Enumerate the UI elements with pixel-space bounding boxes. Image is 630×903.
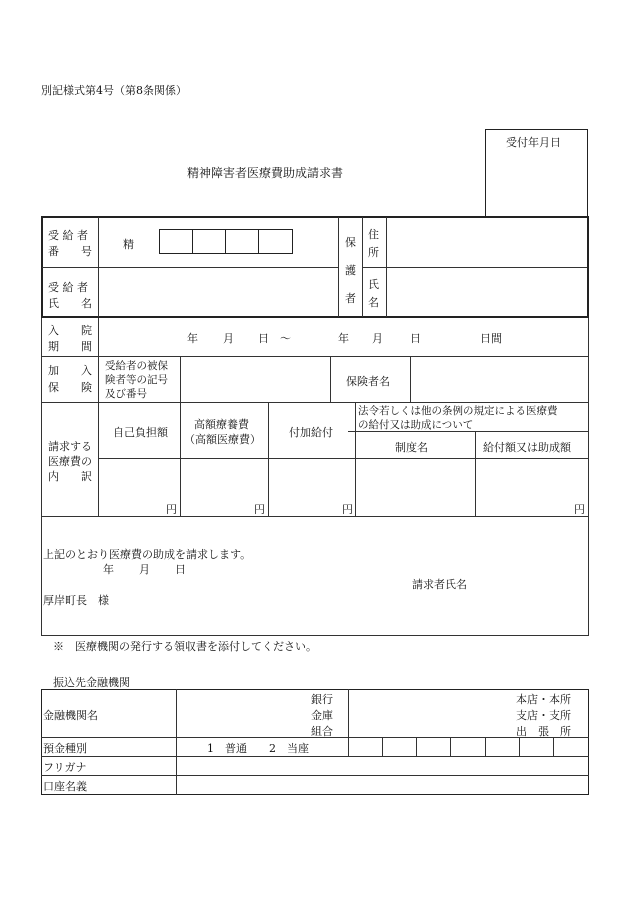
other-law-header-2: の給付又は助成について — [358, 419, 474, 431]
branch-option-branch: 支店・支所 — [516, 709, 571, 722]
self-pay-yen: 円 — [166, 503, 177, 516]
request-year: 年 — [103, 563, 114, 576]
hospitalization-end-day: 日 — [410, 332, 421, 345]
furigana-label: フリガナ — [43, 761, 87, 774]
guardian-address-field[interactable] — [388, 219, 586, 265]
self-pay-field[interactable] — [100, 460, 178, 500]
receipt-note: ※ 医療機関の発行する領収書を添付してください。 — [53, 640, 317, 653]
additional-field[interactable] — [270, 460, 353, 500]
high-cost-header-2: （高額医療費） — [184, 433, 261, 446]
applicant-name-label: 請求者氏名 — [412, 578, 467, 591]
additional-benefit-header: 付加給付 — [289, 426, 333, 439]
bank-section-title: 振込先金融機関 — [53, 676, 130, 689]
bank-type-option-union: 組合 — [311, 725, 333, 738]
insured-number-label-3: 及び番号 — [105, 388, 147, 400]
insurer-name-field[interactable] — [412, 358, 586, 400]
high-cost-field[interactable] — [182, 460, 266, 500]
form-reference: 別記様式第4号（第8条関係） — [41, 84, 187, 97]
account-number-digit-3[interactable] — [418, 739, 448, 754]
bank-type-option-shinkin: 金庫 — [311, 709, 333, 722]
insurer-name-label: 保険者名 — [346, 375, 390, 388]
benefit-amount-yen: 円 — [574, 503, 585, 516]
recipient-number-digit-2[interactable] — [192, 229, 226, 254]
received-date-label: 受付年月日 — [506, 136, 561, 149]
branch-option-office: 出 張 所 — [516, 725, 571, 738]
system-name-field[interactable] — [357, 460, 473, 514]
insured-number-label-1: 受給者の被保 — [105, 360, 168, 372]
furigana-field[interactable] — [178, 758, 586, 773]
recipient-name-field[interactable] — [100, 269, 336, 315]
account-holder-field[interactable] — [178, 777, 586, 793]
branch-name-field[interactable] — [350, 691, 510, 735]
guardian-label-3: 者 — [345, 292, 356, 305]
account-holder-label: 口座名義 — [43, 780, 87, 793]
account-number-digit-2[interactable] — [384, 739, 414, 754]
recipient-number-label-1: 受 給 者 — [48, 229, 88, 242]
account-number-digit-4[interactable] — [452, 739, 483, 754]
benefit-amount-header: 給付額又は助成額 — [483, 441, 571, 454]
account-number-digit-6[interactable] — [521, 739, 551, 754]
guardian-address-label-1: 住 — [368, 228, 379, 241]
branch-option-main: 本店・本所 — [516, 693, 571, 706]
guardian-label-1: 保 — [345, 236, 356, 249]
additional-yen: 円 — [342, 503, 353, 516]
insured-number-field[interactable] — [182, 358, 328, 400]
hospitalization-tilde: ～ — [280, 332, 291, 345]
institution-name-field[interactable] — [178, 691, 308, 735]
breakdown-label-3: 内 訳 — [48, 470, 92, 483]
breakdown-label-2: 医療費の — [48, 455, 92, 468]
guardian-address-label-2: 所 — [368, 246, 379, 259]
hospitalization-days: 日間 — [480, 332, 502, 345]
guardian-name-label-1: 氏 — [368, 278, 379, 291]
recipient-number-prefix: 精 — [123, 238, 134, 251]
recipient-name-label-2: 氏 名 — [48, 297, 92, 310]
insurance-label-1: 加 入 — [48, 364, 92, 377]
recipient-number-label-2: 番 号 — [48, 245, 92, 258]
hospitalization-end-month: 月 — [372, 332, 383, 345]
breakdown-label-1: 請求する — [48, 440, 92, 453]
hospitalization-start-day: 日 — [258, 332, 269, 345]
insured-number-label-2: 険者等の記号 — [105, 374, 168, 386]
hospitalization-start-month: 月 — [223, 332, 234, 345]
guardian-name-field[interactable] — [388, 269, 586, 315]
recipient-number-digit-1[interactable] — [159, 229, 193, 254]
request-statement: 上記のとおり医療費の助成を請求します。 — [43, 548, 252, 561]
institution-name-label: 金融機関名 — [43, 709, 98, 722]
deposit-type-options[interactable]: 1 普通 2 当座 — [207, 742, 309, 755]
account-number-digit-1[interactable] — [350, 739, 380, 754]
guardian-label-2: 護 — [345, 264, 356, 277]
request-day: 日 — [175, 563, 186, 576]
benefit-amount-field[interactable] — [477, 460, 573, 500]
high-cost-header-1: 高額療養費 — [194, 418, 249, 431]
self-pay-header: 自己負担額 — [113, 426, 168, 439]
guardian-name-label-2: 名 — [368, 296, 379, 309]
hospitalization-label-1: 入 院 — [48, 324, 92, 337]
request-month: 月 — [139, 563, 150, 576]
recipient-number-digit-3[interactable] — [225, 229, 259, 254]
applicant-name-field[interactable] — [472, 570, 582, 590]
hospitalization-start-year: 年 — [187, 332, 198, 345]
system-name-header: 制度名 — [395, 441, 428, 454]
bank-type-option-bank: 銀行 — [311, 693, 333, 706]
recipient-name-label-1: 受 給 者 — [48, 281, 88, 294]
recipient-number-digit-4[interactable] — [258, 229, 293, 254]
account-number-digit-5[interactable] — [487, 739, 517, 754]
account-number-digit-7[interactable] — [555, 739, 586, 754]
other-law-header-1: 法令若しくは他の条例の規定による医療費 — [358, 405, 558, 417]
addressee: 厚岸町長 様 — [43, 594, 109, 607]
hospitalization-label-2: 期 間 — [48, 340, 92, 353]
form-title: 精神障害者医療費助成請求書 — [187, 166, 344, 180]
deposit-type-label: 預金種別 — [43, 742, 87, 755]
hospitalization-end-year: 年 — [338, 332, 349, 345]
high-cost-yen: 円 — [254, 503, 265, 516]
insurance-label-2: 保 険 — [48, 381, 92, 394]
